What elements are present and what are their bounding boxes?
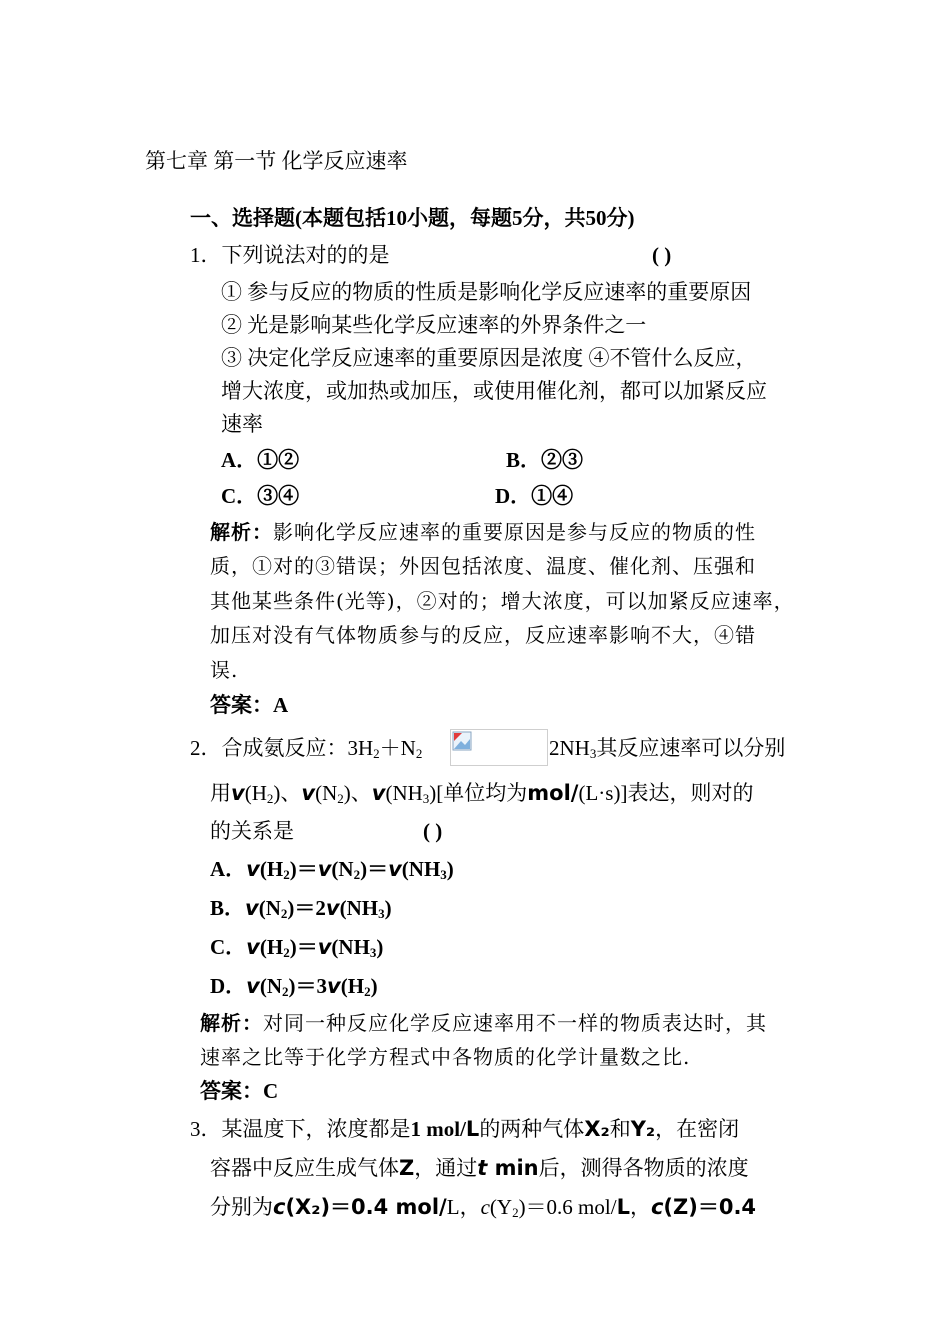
- q2-stem-line-1b: $2NH_3$其反应速率可以分别: [549, 736, 786, 761]
- q1-statement-4: 增大浓度，或加热或加压，或使用催化剂，都可以加紧反应: [221, 379, 767, 403]
- q1-analysis-label: 解析：: [210, 520, 273, 544]
- q2-option-c: C．$v(H_2)=v(NH_3)$: [210, 935, 384, 960]
- q1-stem: 1．下列说法对的的是: [190, 243, 390, 267]
- q1-option-d: D．①④: [495, 484, 574, 508]
- section-heading: 一、选择题(本题包括10小题，每题5分，共50分): [190, 206, 635, 230]
- q1-statement-3: ③ 决定化学反应速率的重要原因是浓度 ④不管什么反应，: [221, 346, 757, 370]
- broken-image-icon: [452, 731, 474, 753]
- q2-stem-line-3: 的关系是: [210, 819, 294, 843]
- q2-answer-paren: ( ): [423, 819, 443, 843]
- q3-stem-line-2: 容器中反应生成气体Z，通过t min后，测得各物质的浓度: [210, 1156, 749, 1180]
- q1-analysis-line-4: 加压对没有气体物质参与的反应，反应速率影响不大，④错: [210, 623, 756, 647]
- q1-statement-1: ① 参与反应的物质的性质是影响化学反应速率的重要原因: [221, 280, 752, 304]
- q1-analysis-line-2: 质，①对的③错误；外因包括浓度、温度、催化剂、压强和: [210, 554, 756, 578]
- q2-analysis-line-1: 解析：对同一种反应化学反应速率用不一样的物质表达时，其: [200, 1011, 767, 1035]
- q1-analysis-line-3: 其他某些条件(光等)，②对的；增大浓度，可以加紧反应速率，: [210, 589, 795, 613]
- q1-statement-5: 速率: [221, 412, 263, 436]
- q2-stem-line-1a: 2．合成氨反应：$3H_2+N_2$: [190, 736, 423, 761]
- q2-option-b: B．$v(N_2)=2v(NH_3)$: [210, 896, 392, 921]
- q1-statement-2: ② 光是影响某些化学反应速率的外界条件之一: [221, 313, 647, 337]
- q2-option-d: D．$v(N_2)=3v(H_2)$: [210, 974, 378, 999]
- q1-option-c: C．③④: [221, 484, 300, 508]
- q3-stem-line-3: 分别为c(X₂)＝0.4 mol/L，$c(Y_2)=0.6$ mol/L，c(Z)＝0.4: [210, 1195, 757, 1220]
- q2-analysis-label: 解析：: [200, 1011, 263, 1035]
- reaction-arrow-image: [450, 729, 548, 766]
- q1-option-a: A．①②: [221, 448, 300, 472]
- q2-analysis-line-2: 速率之比等于化学方程式中各物质的化学计量数之比.: [200, 1045, 691, 1069]
- q2-option-a: A．$v(H_2)=v(N_2)=v(NH_3)$: [210, 857, 454, 882]
- q1-option-b: B．②③: [506, 448, 584, 472]
- q1-answer-paren: ( ): [652, 243, 672, 267]
- q2-answer: 答案：C: [200, 1079, 279, 1103]
- q1-analysis-line-5: 误.: [210, 658, 239, 682]
- page-title: 第七章 第一节 化学反应速率: [145, 149, 408, 173]
- q3-stem-line-1: 3．某温度下，浓度都是1 mol/L的两种气体X₂和Y₂，在密闭: [190, 1117, 740, 1141]
- q2-stem-line-2: 用$v(H_2)$、$v(N_2)$、$v(NH_3)$[单位均为mol/(L·s)]表达，则对的: [210, 781, 754, 806]
- q1-answer: 答案：A: [210, 693, 289, 717]
- q1-analysis-line-1: 解析：影响化学反应速率的重要原因是参与反应的物质的性: [210, 520, 756, 544]
